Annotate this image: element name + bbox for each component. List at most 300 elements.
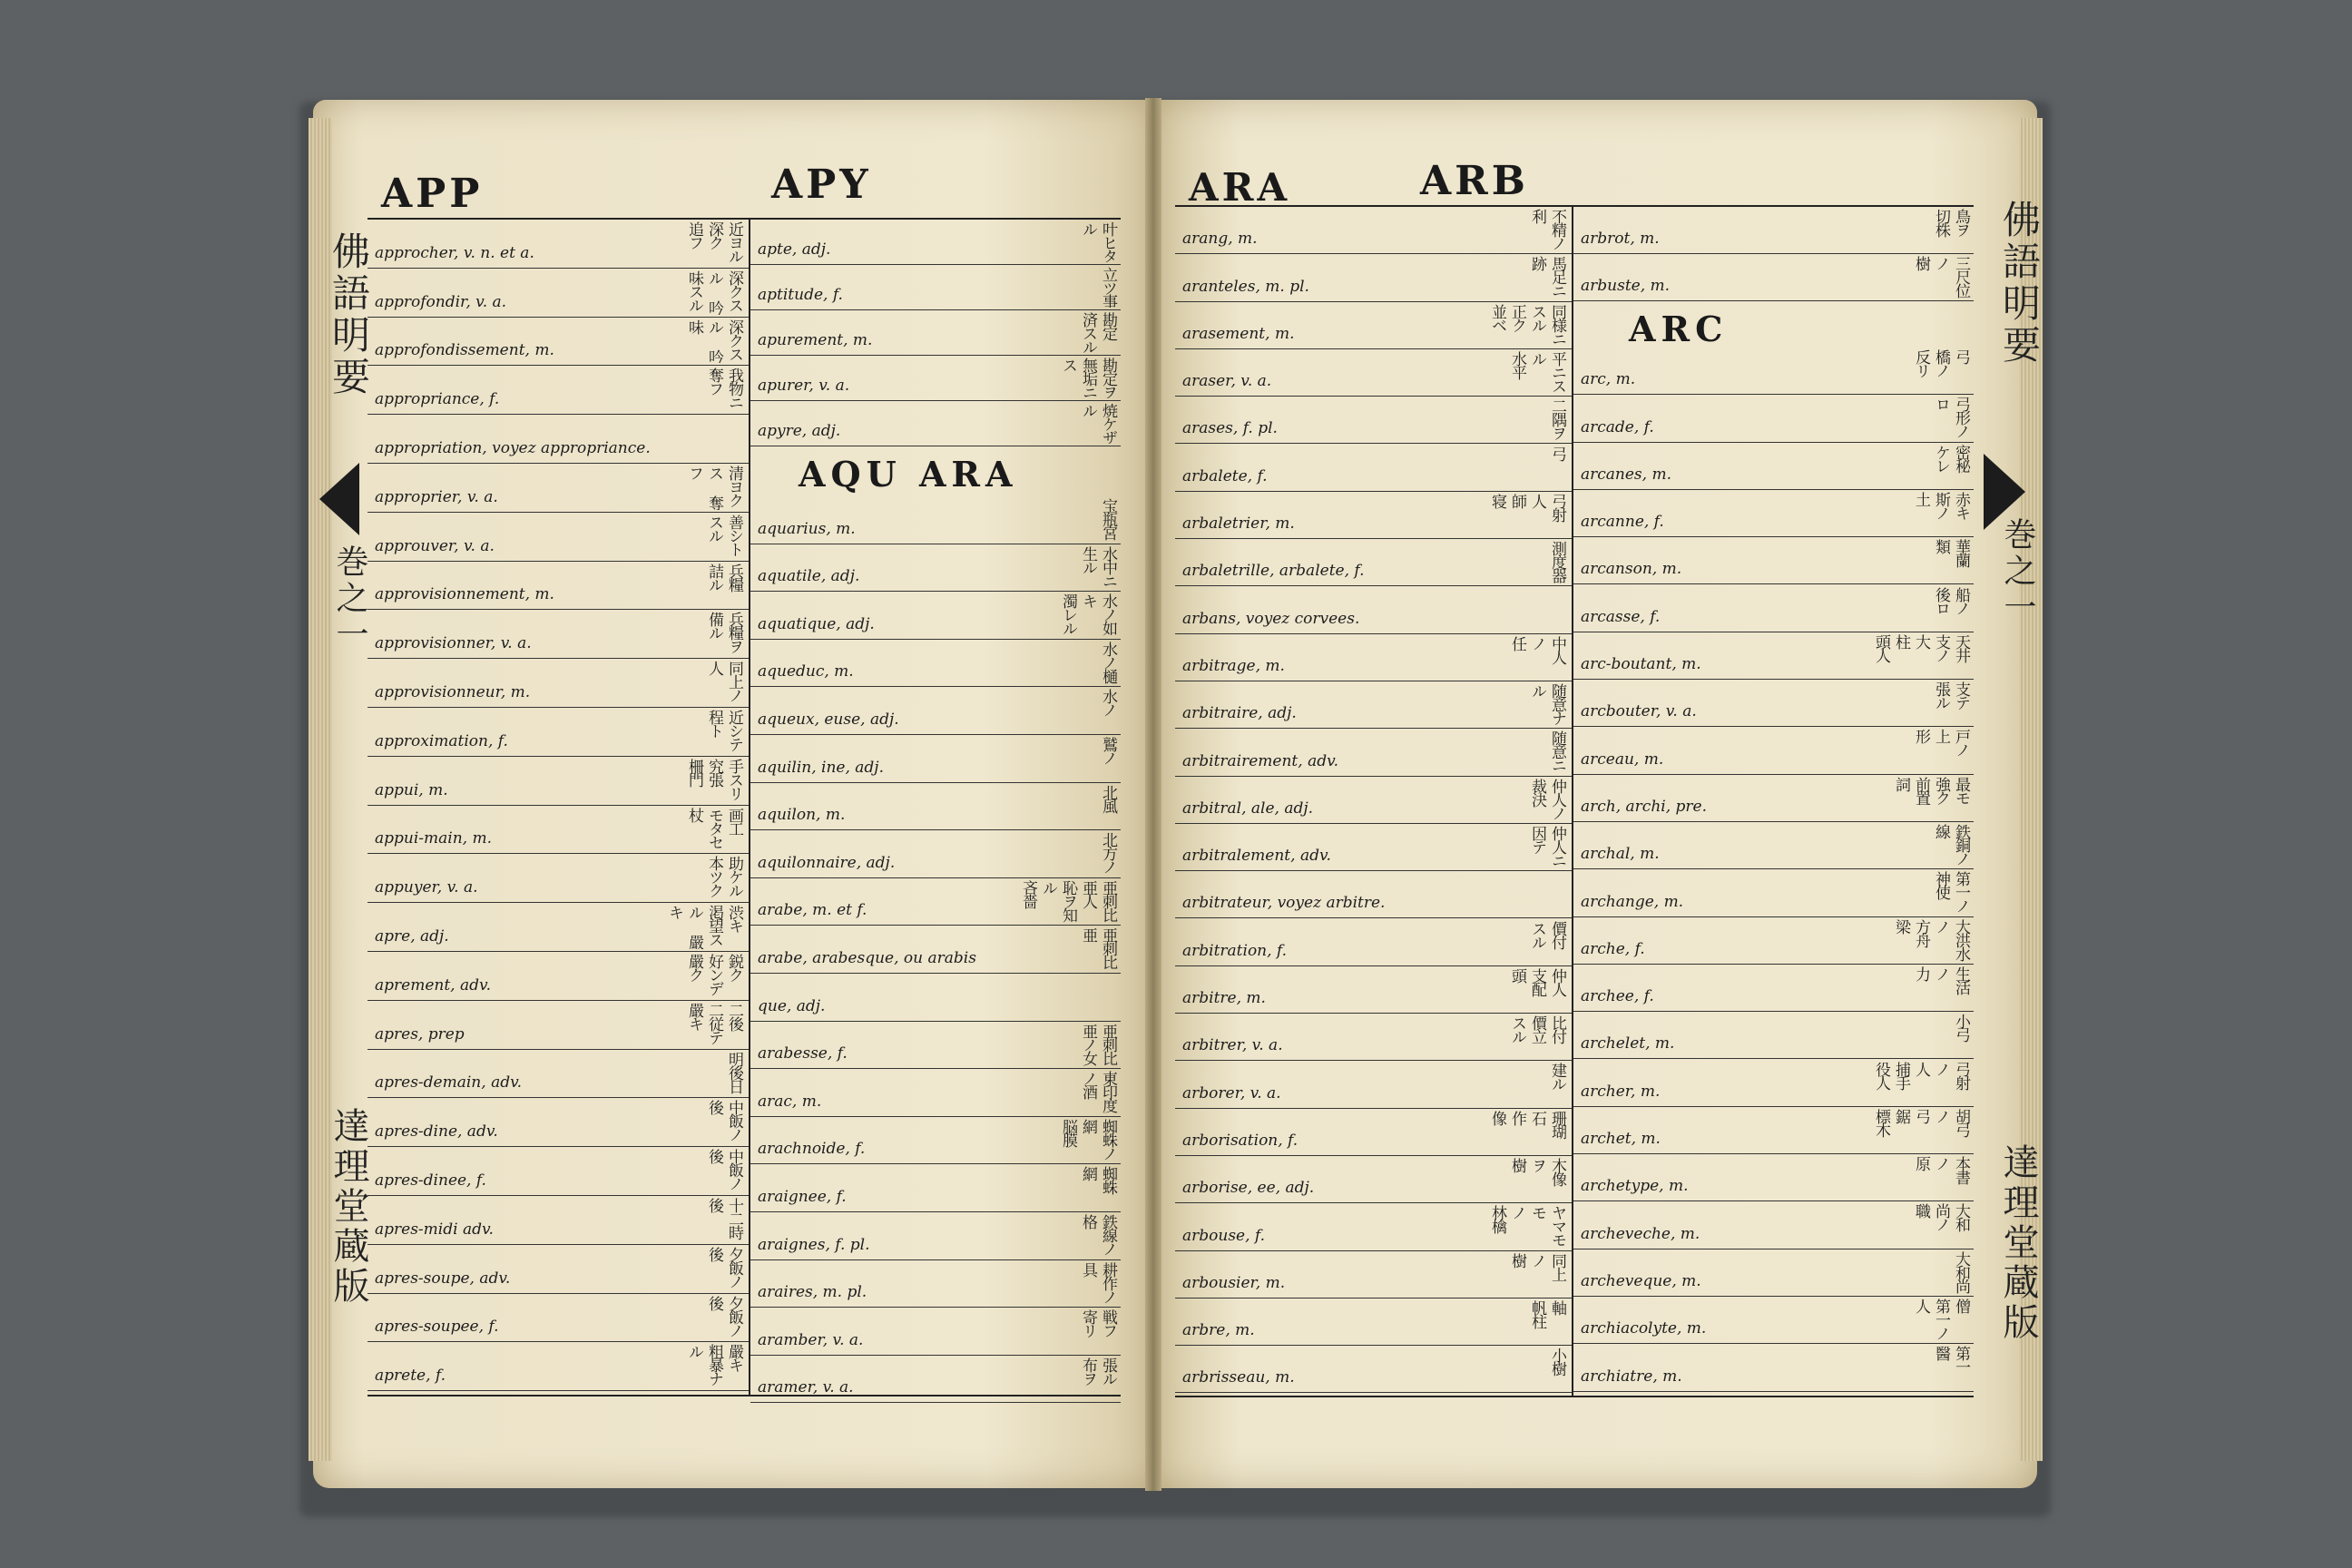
- guide-word-left-a: APP: [381, 171, 484, 217]
- french-headword: arbrot, m.: [1581, 230, 1660, 248]
- french-headword: arborisation, f.: [1182, 1131, 1298, 1150]
- japanese-gloss: 東印度ノ酒: [1079, 1071, 1117, 1112]
- dictionary-entry-row: [1573, 1344, 1974, 1391]
- french-headword: approcher, v. n. et a.: [375, 243, 534, 262]
- right-margin-title: 佛語明要: [1997, 200, 2042, 367]
- dictionary-entry-row: [1573, 632, 1974, 680]
- french-headword: apres-demain, adv.: [375, 1073, 523, 1093]
- french-headword: apurement, m.: [758, 331, 873, 349]
- dictionary-entry-row: [1175, 1346, 1572, 1393]
- french-headword: arcasse, f.: [1581, 607, 1661, 626]
- dictionary-entry-row: [750, 1069, 1121, 1117]
- right-margin-volume: 巻之一: [1999, 517, 2036, 626]
- japanese-gloss: 嚴キ 粗暴ナル: [685, 1344, 743, 1386]
- french-headword: que, adj.: [758, 996, 826, 1015]
- right-column-2: [1573, 207, 1974, 1396]
- japanese-gloss: 鉄銅ノ 線: [1932, 824, 1970, 865]
- dictionary-entry-row: [1175, 539, 1572, 586]
- japanese-gloss: 天井 支ノ 大 柱 頭人: [1872, 633, 1970, 662]
- japanese-gloss: [1411, 588, 1567, 631]
- french-headword: apyre, adj.: [758, 422, 841, 440]
- french-headword: arbitration, f.: [1182, 941, 1288, 960]
- dictionary-entry-row: [750, 783, 1121, 831]
- dictionary-entry-row: [750, 1164, 1121, 1212]
- japanese-gloss: 勘定ヲ 無垢ニス: [1059, 358, 1117, 398]
- right-margin-publisher: 達理堂蔵版: [1997, 1143, 2039, 1343]
- dictionary-entry-row: [1573, 965, 1974, 1012]
- french-headword: aquilonnaire, adj.: [758, 853, 896, 872]
- french-headword: aramer, v. a.: [758, 1378, 854, 1397]
- french-headword: arabesse, f.: [758, 1044, 848, 1063]
- dictionary-entry-row: [368, 854, 749, 903]
- dictionary-entry-row: [1175, 445, 1572, 492]
- japanese-gloss: 弓: [1548, 446, 1566, 460]
- japanese-gloss: 支テ 張ル: [1932, 681, 1970, 710]
- japanese-gloss: 中飯ノ後: [705, 1100, 743, 1142]
- japanese-gloss: 弓 橋ノ 反リ: [1912, 349, 1970, 377]
- japanese-gloss: 夕飯ノ後: [705, 1246, 743, 1288]
- japanese-gloss: 水ノ樋: [1099, 641, 1117, 682]
- dictionary-entry-row: [368, 1098, 749, 1147]
- french-headword: arche, f.: [1581, 939, 1645, 958]
- left-margin-volume: 巻之一: [331, 544, 368, 653]
- japanese-gloss: 随意ナル: [1528, 683, 1566, 724]
- dictionary-entry-row: [1175, 1203, 1572, 1250]
- dictionary-entry-row: [368, 1196, 749, 1245]
- french-headword: archee, f.: [1581, 987, 1654, 1006]
- french-headword: arbaletrille, arbalete, f.: [1182, 562, 1365, 581]
- japanese-gloss: 仲人ニ 因テ: [1528, 825, 1566, 867]
- french-headword: arbitrateur, voyez arbitre.: [1182, 894, 1386, 913]
- dictionary-entry-row: [1573, 822, 1974, 869]
- dictionary-entry-row: [368, 269, 749, 318]
- japanese-gloss: 鳥ヲ 切株: [1932, 209, 1970, 236]
- french-headword: arbuste, m.: [1581, 277, 1671, 295]
- japanese-gloss: 赤キ 斯ノ 土: [1912, 491, 1970, 519]
- japanese-gloss: 蜘蛛 網: [1079, 1166, 1117, 1194]
- japanese-gloss: 不精ノ利: [1528, 209, 1566, 250]
- french-headword: arbrisseau, m.: [1182, 1368, 1295, 1387]
- french-headword: appuyer, v. a.: [375, 878, 478, 897]
- french-headword: aqueux, euse, adj.: [758, 710, 899, 729]
- dictionary-entry-row: [750, 1117, 1121, 1165]
- dictionary-entry-row: [1175, 207, 1572, 254]
- dictionary-entry-row: [750, 1022, 1121, 1070]
- french-headword: archeveche, m.: [1581, 1224, 1700, 1243]
- french-headword: arch, archi, pre.: [1581, 797, 1707, 816]
- dictionary-entry-row: [368, 659, 749, 708]
- japanese-gloss: 鷲ノ: [1099, 737, 1117, 764]
- japanese-gloss: 仲人 支配 頭: [1508, 967, 1566, 995]
- french-headword: arbitraire, adj.: [1182, 704, 1297, 723]
- japanese-gloss: 叶ヒタル: [1079, 221, 1117, 262]
- japanese-gloss: 船ノ 後ロ: [1932, 586, 1970, 614]
- french-headword: aptitude, f.: [758, 286, 843, 304]
- japanese-gloss: 亜刺比亜人 恥ヲ知ル 吝嗇: [1019, 879, 1117, 921]
- dictionary-entry-row: [750, 830, 1121, 878]
- left-page-grid: [368, 218, 1121, 1396]
- french-headword: archange, m.: [1581, 892, 1684, 911]
- french-headword: aramber, v. a.: [758, 1330, 864, 1349]
- french-headword: arceau, m.: [1581, 750, 1664, 769]
- dictionary-entry-row: [1175, 586, 1572, 633]
- dictionary-entry-row: [1573, 680, 1974, 727]
- dictionary-entry-row: [1573, 727, 1974, 774]
- dictionary-entry-row: [1175, 966, 1572, 1014]
- french-headword: appropriation, voyez appropriance.: [375, 438, 651, 457]
- japanese-gloss: 清ヨクス 奪フ: [685, 466, 743, 509]
- japanese-gloss: 胡弓 ノ 弓 鋸 標木: [1872, 1108, 1970, 1136]
- japanese-gloss: 随意ニ: [1548, 730, 1566, 772]
- dictionary-entry-row: [750, 1308, 1121, 1356]
- french-headword: approfondissement, m.: [375, 341, 554, 360]
- japanese-gloss: 二隅ヲ: [1548, 398, 1566, 440]
- french-headword: archeveque, m.: [1581, 1271, 1701, 1290]
- japanese-gloss: 生活 ノ 力: [1912, 965, 1970, 994]
- japanese-gloss: 弓射 ノ 人 捕手 役人: [1872, 1061, 1970, 1089]
- french-headword: archer, m.: [1581, 1082, 1661, 1101]
- japanese-gloss: 弓射 人 師 寝: [1488, 493, 1566, 521]
- dictionary-entry-row: [750, 265, 1121, 310]
- dictionary-entry-row: [750, 926, 1121, 974]
- japanese-gloss: 比付 價立 スル: [1508, 1015, 1566, 1044]
- dictionary-entry-row: [368, 903, 749, 952]
- french-headword: apurer, v. a.: [758, 377, 850, 395]
- french-headword: appui-main, m.: [375, 829, 493, 848]
- section-heading-arc: ARC: [1629, 309, 1729, 349]
- left-column-2: [750, 220, 1121, 1395]
- japanese-gloss: 深クスル 吟味スル: [685, 270, 743, 314]
- french-headword: approuver, v. a.: [375, 536, 495, 555]
- dictionary-entry-row: [368, 464, 749, 513]
- dictionary-entry-row: [1175, 349, 1572, 397]
- dictionary-entry-row: [368, 415, 749, 464]
- french-headword: aquatile, adj.: [758, 567, 860, 586]
- dictionary-entry-row: [750, 687, 1121, 735]
- guide-word-left-b: APY: [771, 162, 872, 208]
- french-headword: arcanson, m.: [1581, 560, 1682, 579]
- french-headword: aqueduc, m.: [758, 662, 854, 681]
- dictionary-entry-row: [368, 708, 749, 757]
- dictionary-entry-row: [1573, 917, 1974, 965]
- french-headword: arborer, v. a.: [1182, 1083, 1281, 1102]
- french-headword: arbitrairement, adv.: [1182, 751, 1339, 770]
- french-headword: arc, m.: [1581, 370, 1636, 389]
- dictionary-entry-row: [750, 220, 1121, 265]
- dictionary-entry-row: [368, 366, 749, 415]
- japanese-gloss: 我物ニ 奪フ: [705, 368, 743, 409]
- left-margin-title: 佛語明要: [327, 231, 371, 398]
- japanese-gloss: 近ヨル 深ク 追フ: [685, 221, 743, 262]
- dictionary-entry-row: [1175, 492, 1572, 539]
- japanese-gloss: 同上ノ人: [705, 661, 743, 702]
- dictionary-entry-row: [1175, 777, 1572, 824]
- french-headword: approvisionnement, m.: [375, 585, 554, 604]
- dictionary-entry-row: [368, 1245, 749, 1294]
- japanese-gloss: 蜘蛛ノ網 脳膜: [1059, 1118, 1117, 1160]
- french-headword: arbalete, f.: [1182, 466, 1268, 485]
- japanese-gloss: 北風: [1099, 784, 1117, 812]
- french-headword: appropriance, f.: [375, 390, 500, 409]
- dictionary-entry-row: [750, 496, 1121, 544]
- dictionary-entry-row: [1175, 1061, 1572, 1108]
- right-column-1: [1175, 207, 1572, 1396]
- dictionary-entry-row: [1573, 537, 1974, 584]
- japanese-gloss: 大和尚: [1952, 1250, 1970, 1292]
- french-headword: arabe, arabesque, ou arabis: [758, 948, 976, 967]
- french-headword: arcanes, m.: [1581, 465, 1671, 484]
- japanese-gloss: 戸ノ 上 形: [1912, 729, 1970, 757]
- dictionary-entry-row: [1175, 1298, 1572, 1346]
- japanese-gloss: 亜刺比亜ノ女: [1079, 1023, 1117, 1064]
- french-headword: appui, m.: [375, 780, 448, 799]
- french-headword: approvisionner, v. a.: [375, 634, 532, 653]
- japanese-gloss: 鉄線ノ格: [1079, 1214, 1117, 1255]
- french-headword: approfondir, v. a.: [375, 292, 507, 311]
- french-headword: archetype, m.: [1581, 1177, 1689, 1196]
- japanese-gloss: 弓形ノ ロ: [1932, 397, 1970, 438]
- japanese-gloss: [977, 975, 1118, 1019]
- dictionary-entry-row: [750, 1260, 1121, 1308]
- dictionary-entry-row: [1175, 1109, 1572, 1156]
- french-headword: archelet, m.: [1581, 1034, 1675, 1054]
- japanese-gloss: 三尺位ノ 樹: [1912, 256, 1970, 297]
- dictionary-entry-row: [368, 562, 749, 611]
- dictionary-entry-row: [1175, 254, 1572, 301]
- dictionary-entry-row: [1175, 1156, 1572, 1203]
- french-headword: araignes, f. pl.: [758, 1235, 870, 1254]
- japanese-gloss: 焼ケザル: [1079, 403, 1117, 444]
- japanese-gloss: 深クスル 吟味: [685, 318, 743, 363]
- dictionary-entry-row: [750, 310, 1121, 356]
- japanese-gloss: 建ル: [1548, 1063, 1566, 1091]
- japanese-gloss: 兵糧ヲ 備ル: [705, 612, 743, 653]
- japanese-gloss: 第一 醫: [1932, 1346, 1970, 1374]
- french-headword: arcbouter, v. a.: [1581, 702, 1697, 721]
- dictionary-entry-row: [750, 640, 1121, 688]
- french-headword: arbitrage, m.: [1182, 656, 1285, 675]
- dictionary-entry-row: [1175, 681, 1572, 729]
- japanese-gloss: 華蘭 類: [1932, 539, 1970, 567]
- japanese-gloss: 張ル 布ヲ: [1079, 1357, 1117, 1385]
- french-headword: arbans, voyez corvees.: [1182, 609, 1360, 628]
- dictionary-entry-row: [1573, 1250, 1974, 1297]
- french-headword: arbre, m.: [1182, 1321, 1255, 1340]
- dictionary-entry-row: [368, 220, 749, 269]
- dictionary-entry-row: [1573, 775, 1974, 822]
- japanese-gloss: ヤマモモ ノ 林檎: [1488, 1205, 1566, 1247]
- dictionary-entry-row: [1175, 1251, 1572, 1298]
- dictionary-entry-row: [368, 1294, 749, 1343]
- french-headword: arases, f. pl.: [1182, 419, 1278, 438]
- japanese-gloss: 鋭ク 好ンデ 嚴ク: [685, 954, 743, 995]
- french-headword: arbitral, ale, adj.: [1182, 799, 1314, 818]
- japanese-gloss: 水ノ如キ 濁レル: [1059, 593, 1117, 635]
- japanese-gloss: 同様ニスル 正ク 並ベ: [1488, 303, 1566, 345]
- french-headword: arang, m.: [1182, 230, 1258, 249]
- dictionary-entry-row: [1573, 1012, 1974, 1059]
- dictionary-entry-row: [368, 806, 749, 855]
- french-headword: aranteles, m. pl.: [1182, 277, 1309, 296]
- japanese-gloss: 勘定 済スル: [1079, 312, 1117, 353]
- right-page-grid: [1175, 205, 1974, 1397]
- french-headword: araignee, f.: [758, 1187, 847, 1206]
- book-gutter: [1145, 98, 1161, 1491]
- dictionary-entry-row: [368, 1050, 749, 1099]
- dictionary-entry-row: [750, 401, 1121, 446]
- japanese-gloss: 仲人ノ 裁決: [1528, 778, 1566, 819]
- japanese-gloss: 手スリ 究張 柵門: [685, 758, 743, 799]
- left-column-1: [368, 220, 749, 1395]
- french-headword: apres-soupee, f.: [375, 1318, 499, 1337]
- left-margin-publisher: 達理堂蔵版: [328, 1107, 369, 1307]
- japanese-gloss: 耕作ノ具: [1079, 1261, 1117, 1303]
- dictionary-entry-row: [1573, 395, 1974, 442]
- japanese-gloss: 平ニスル 水平: [1508, 350, 1566, 392]
- japanese-gloss: 二後 二従テ 嚴キ: [685, 1002, 743, 1044]
- japanese-gloss: 小樹: [1548, 1348, 1566, 1376]
- japanese-gloss: 馬足ニ 跡: [1528, 256, 1566, 298]
- french-headword: arachnoide, f.: [758, 1140, 866, 1159]
- dictionary-entry-row: [1573, 1154, 1974, 1201]
- japanese-gloss: 本書 ノ 原: [1912, 1156, 1970, 1184]
- french-headword: archet, m.: [1581, 1130, 1661, 1149]
- french-headword: arasement, m.: [1182, 324, 1295, 343]
- french-headword: araser, v. a.: [1182, 372, 1272, 391]
- dictionary-entry-row: [1573, 1201, 1974, 1249]
- french-headword: arc-boutant, m.: [1581, 655, 1701, 674]
- dictionary-entry-row: [1573, 1107, 1974, 1154]
- japanese-gloss: 測度器: [1548, 541, 1566, 583]
- japanese-gloss: 珊瑚 石 作 像: [1488, 1110, 1566, 1138]
- japanese-gloss: 價付 スル: [1528, 920, 1566, 948]
- french-headword: arbouse, f.: [1182, 1226, 1266, 1245]
- dictionary-entry-row: [368, 1342, 749, 1391]
- french-headword: arcanne, f.: [1581, 513, 1664, 532]
- dictionary-entry-row: [1573, 869, 1974, 916]
- japanese-gloss: [594, 416, 744, 461]
- japanese-gloss: 亜刺比亜: [1079, 927, 1117, 969]
- french-headword: aprement, adv.: [375, 975, 491, 995]
- japanese-gloss: 渋キ 渇望スル 嚴キ: [665, 905, 743, 949]
- dictionary-entry-row: [1175, 302, 1572, 349]
- japanese-gloss: 夕飯ノ後: [705, 1295, 743, 1337]
- dictionary-entry-row: [750, 1356, 1121, 1404]
- japanese-gloss: 助ケル 本ツク: [705, 856, 743, 897]
- french-headword: arbitre, m.: [1182, 989, 1266, 1008]
- japanese-gloss: 水中ニ生ル: [1079, 545, 1117, 587]
- french-headword: archal, m.: [1581, 845, 1660, 864]
- dictionary-entry-row: [1175, 1014, 1572, 1061]
- french-headword: arbaletrier, m.: [1182, 514, 1295, 534]
- french-headword: arac, m.: [758, 1092, 822, 1111]
- dictionary-entry-row: [1175, 729, 1572, 776]
- japanese-gloss: 小弓: [1952, 1014, 1970, 1042]
- dictionary-entry-row: [1573, 207, 1974, 254]
- french-headword: approvisionneur, m.: [375, 682, 531, 701]
- dictionary-entry-row: [368, 318, 749, 367]
- japanese-gloss: 同上 ノ 樹: [1508, 1252, 1566, 1280]
- japanese-gloss: 兵糧 詰ル: [705, 563, 743, 591]
- left-margin-fold-mark: [319, 463, 359, 535]
- french-headword: aquilon, m.: [758, 806, 846, 825]
- japanese-gloss: 北方ノ: [1099, 832, 1117, 874]
- dictionary-entry-row: [368, 1147, 749, 1196]
- dictionary-entry-row: [1175, 634, 1572, 681]
- french-headword: arbitralement, adv.: [1182, 847, 1331, 866]
- french-headword: aquarius, m.: [758, 519, 856, 538]
- dictionary-entry-row: [1573, 443, 1974, 490]
- dictionary-entry-row: [750, 592, 1121, 640]
- japanese-gloss: 立ツ事: [1099, 267, 1117, 308]
- french-headword: apte, adj.: [758, 240, 831, 259]
- japanese-gloss: 宝瓶宮: [1099, 498, 1117, 539]
- section-heading-aqu-ara: AQU ARA: [799, 454, 1018, 495]
- french-headword: arabe, m. et f.: [758, 901, 867, 920]
- french-headword: apres-dinee, f.: [375, 1171, 486, 1190]
- dictionary-entry-row: [368, 757, 749, 806]
- japanese-gloss: 十二時後: [705, 1198, 743, 1239]
- french-headword: arcade, f.: [1581, 417, 1654, 436]
- dictionary-entry-row: [368, 610, 749, 659]
- french-headword: aprete, f.: [375, 1367, 446, 1386]
- french-headword: araires, m. pl.: [758, 1283, 867, 1302]
- dictionary-entry-row: [750, 735, 1121, 783]
- dictionary-entry-row: [1573, 254, 1974, 301]
- dictionary-entry-row: [1175, 397, 1572, 444]
- dictionary-entry-row: [368, 1001, 749, 1050]
- japanese-gloss: 木像 ヲ 樹: [1508, 1158, 1566, 1185]
- dictionary-entry-row: [1573, 490, 1974, 537]
- guide-word-right-b: ARB: [1420, 158, 1529, 204]
- japanese-gloss: 密秘 ケレ: [1932, 444, 1970, 472]
- japanese-gloss: [1411, 873, 1567, 916]
- japanese-gloss: 大和 尚ノ 職: [1912, 1203, 1970, 1231]
- french-headword: arbousier, m.: [1182, 1273, 1286, 1292]
- dictionary-entry-row: [750, 974, 1121, 1022]
- dictionary-entry-row: [750, 878, 1121, 926]
- french-headword: archiatre, m.: [1581, 1367, 1682, 1386]
- french-headword: apres, prep: [375, 1024, 465, 1044]
- japanese-gloss: 近シテ 程ト: [705, 710, 743, 750]
- french-headword: aquatique, adj.: [758, 614, 875, 633]
- dictionary-entry-row: [1175, 919, 1572, 966]
- japanese-gloss: 大洪水 ノ 方舟 梁: [1892, 918, 1970, 960]
- french-headword: aquilin, ine, adj.: [758, 758, 884, 777]
- japanese-gloss: 戦フ 寄リ: [1079, 1309, 1117, 1338]
- french-headword: apre, adj.: [375, 926, 449, 946]
- dictionary-entry-row: [750, 544, 1121, 593]
- japanese-gloss: 中飯ノ後: [705, 1149, 743, 1191]
- dictionary-entry-row: [1175, 871, 1572, 918]
- french-headword: apres-soupe, adv.: [375, 1269, 511, 1288]
- dictionary-entry-row: [1573, 1060, 1974, 1107]
- guide-word-right-a: ARA: [1189, 165, 1291, 210]
- dictionary-entry-row: [750, 1212, 1121, 1260]
- french-headword: apres-dine, adv.: [375, 1122, 498, 1142]
- japanese-gloss: 善シトスル: [705, 514, 743, 555]
- french-headword: apres-midi adv.: [375, 1220, 494, 1239]
- japanese-gloss: 僧 第一ノ 人: [1912, 1298, 1970, 1339]
- japanese-gloss: 第一ノ 神使: [1932, 871, 1970, 913]
- dictionary-entry-row: [1573, 348, 1974, 395]
- dictionary-entry-row: [1573, 585, 1974, 632]
- dictionary-entry-row: [1573, 1297, 1974, 1344]
- french-headword: arbitrer, v. a.: [1182, 1036, 1283, 1055]
- french-headword: archiacolyte, m.: [1581, 1319, 1707, 1338]
- dictionary-entry-row: [368, 513, 749, 562]
- japanese-gloss: 明後日: [725, 1051, 743, 1093]
